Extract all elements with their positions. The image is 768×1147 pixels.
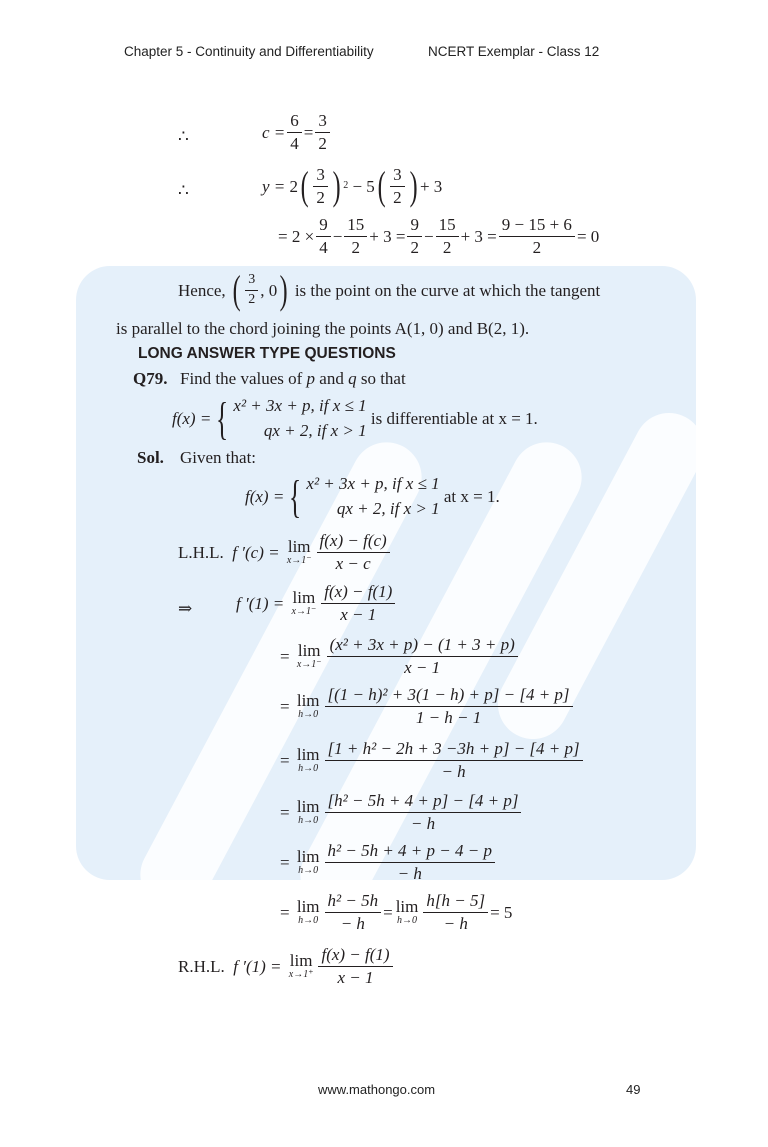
question-number: Q79.: [133, 369, 168, 388]
paren-close: ): [279, 267, 288, 312]
equals: =: [280, 902, 290, 922]
lhl-label: L.H.L.: [178, 542, 224, 562]
section-title: LONG ANSWER TYPE QUESTIONS: [138, 345, 396, 362]
function-label: f(x) =: [172, 409, 212, 429]
limit: lim h→0: [395, 897, 419, 927]
result: = 5: [490, 902, 513, 922]
step-6: [280, 842, 497, 883]
case-2: qx + 2, if x > 1: [263, 420, 367, 440]
fraction: $\frac{9}{2}$: [407, 216, 422, 257]
fraction: $\frac{3}{2}$: [390, 166, 405, 207]
case-1: x² + 3x + p, if x ≤ 1: [233, 396, 367, 415]
term: + 3: [419, 176, 443, 196]
fraction: $\frac{\text{[(1 − h)² + 3(1 − h) + p] − [4 + p]}}{1 - h - 1}$: [325, 686, 573, 727]
hence-text: is the point on the curve at which the tangent: [294, 280, 601, 300]
eq-lhs: y =: [262, 176, 286, 196]
rhl-line: [178, 946, 395, 987]
fraction: $\frac{\text{[1 + h² − 2h + 3 −3h + p] − [4 + p]}}{- h}$: [325, 740, 583, 781]
equation-y: y = 2 ( $\frac{3}{2}$ ) 2 − 5 ( $\frac{3}{2}$ ) + 3: [262, 163, 443, 209]
minus: −: [423, 226, 434, 246]
eq-lhs: c =: [262, 122, 286, 142]
equals: =: [278, 226, 288, 246]
derivative-label: f ′(1) =: [236, 593, 285, 613]
term: 2: [289, 176, 299, 196]
paren-open: (: [300, 163, 309, 209]
term: + 3 =: [369, 226, 406, 246]
case-2: qx + 2, if x > 1: [336, 498, 440, 518]
paren-open: (: [232, 267, 241, 312]
fraction: $\frac{\text{h² − 5h + 4 + p − 4 − p}}{- h}$: [325, 842, 495, 883]
step-2: [280, 636, 520, 677]
therefore-symbol: ∴: [178, 127, 189, 146]
chapter-header: Chapter 5 - Continuity and Differentiability: [124, 44, 374, 59]
equals: =: [280, 696, 290, 716]
paren-close: ): [409, 163, 418, 209]
fraction: $\frac{15}{2}$: [344, 216, 367, 257]
case-1: x² + 3x + p, if x ≤ 1: [306, 474, 440, 493]
fraction: $\frac{\text{[h² − 5h + 4 + p] − [4 + p]}}{- h}$: [325, 792, 522, 833]
fraction: $\frac{9 - 15 + 6}{2}$: [499, 216, 575, 257]
question-text: Find the values of p and q so that: [180, 369, 406, 388]
brace: {: [289, 470, 302, 522]
hence-label: Hence,: [178, 280, 226, 300]
equation-c: [262, 112, 332, 153]
piecewise-cases: [306, 472, 439, 521]
equals: =: [280, 852, 290, 872]
rhl-label: R.H.L.: [178, 956, 225, 976]
fraction: $\frac{3}{2}$: [245, 273, 258, 307]
website-link[interactable]: www.mathongo.com: [318, 1082, 436, 1097]
limit: lim h→0: [296, 797, 320, 827]
result: = 0: [576, 226, 600, 246]
hence-line-2: is parallel to the chord joining the points A(1, 0) and B(2, 1).: [116, 319, 530, 338]
fraction: $\frac{f(x) - f(c)}{x - c}$: [317, 532, 390, 573]
minus: −: [332, 226, 343, 246]
equals: =: [303, 122, 314, 142]
hence-statement: [178, 267, 601, 312]
solution-tail: at x = 1.: [443, 487, 500, 507]
fraction: $\frac{f(x) - f(1)}{x - 1}$: [321, 583, 395, 624]
step-4: [280, 740, 585, 781]
question-function: [172, 394, 538, 443]
limit: lim x→1⁻: [286, 537, 312, 567]
fraction: $\frac{\text{(x² + 3x + p) − (1 + 3 + p)}}{x - 1}$: [327, 636, 518, 677]
paren-close: ): [332, 163, 341, 209]
limit: lim h→0: [296, 847, 320, 877]
term: + 3 =: [460, 226, 497, 246]
term: 2 ×: [291, 226, 315, 246]
equals: =: [280, 646, 290, 666]
limit: lim x→1⁻: [291, 588, 317, 618]
brace: {: [216, 392, 229, 444]
fraction: $\frac{3}{2}$: [315, 112, 330, 153]
derivative-label: f ′(1) =: [233, 956, 282, 976]
limit: lim x→1⁺: [288, 951, 314, 981]
equals: =: [280, 750, 290, 770]
solution-label: Sol.: [137, 448, 164, 467]
derivative-label: f ′(c) =: [232, 542, 280, 562]
fraction: $\frac{f(x) - f(1)}{x - 1}$: [318, 946, 392, 987]
paren-open: (: [377, 163, 386, 209]
implies-symbol: ⇒: [178, 599, 193, 618]
fraction: $\frac{9}{4}$: [316, 216, 331, 257]
function-label: f(x) =: [245, 487, 285, 507]
step-3: [280, 686, 575, 727]
limit: lim h→0: [296, 745, 320, 775]
fraction: $\frac{h[h - 5]}{- h}$: [423, 892, 488, 933]
fraction: $\frac{6}{4}$: [287, 112, 302, 153]
step-5: [280, 792, 523, 833]
given-text: Given that:: [180, 448, 257, 467]
equation-y-simplified: [278, 216, 599, 257]
point-y: , 0: [260, 280, 278, 300]
solution-function: [245, 472, 500, 521]
fraction: $\frac{3}{2}$: [313, 166, 328, 207]
limit: lim x→1⁻: [296, 641, 322, 671]
lhl-line: [178, 532, 392, 573]
term: − 5: [352, 176, 375, 196]
equals: =: [280, 802, 290, 822]
step-1: [236, 583, 397, 624]
step-7: [280, 892, 512, 933]
limit: lim h→0: [296, 691, 320, 721]
fraction: $\frac{15}{2}$: [436, 216, 459, 257]
equals: =: [383, 902, 393, 922]
question-tail: is differentiable at x = 1.: [370, 409, 538, 429]
piecewise-cases: [233, 394, 366, 443]
book-header: NCERT Exemplar - Class 12: [428, 44, 600, 59]
therefore-symbol: ∴: [178, 181, 189, 200]
fraction: $\frac{\text{h² − 5h}}{- h}$: [325, 892, 382, 933]
limit: lim h→0: [296, 897, 320, 927]
page-number: 49: [626, 1082, 641, 1097]
